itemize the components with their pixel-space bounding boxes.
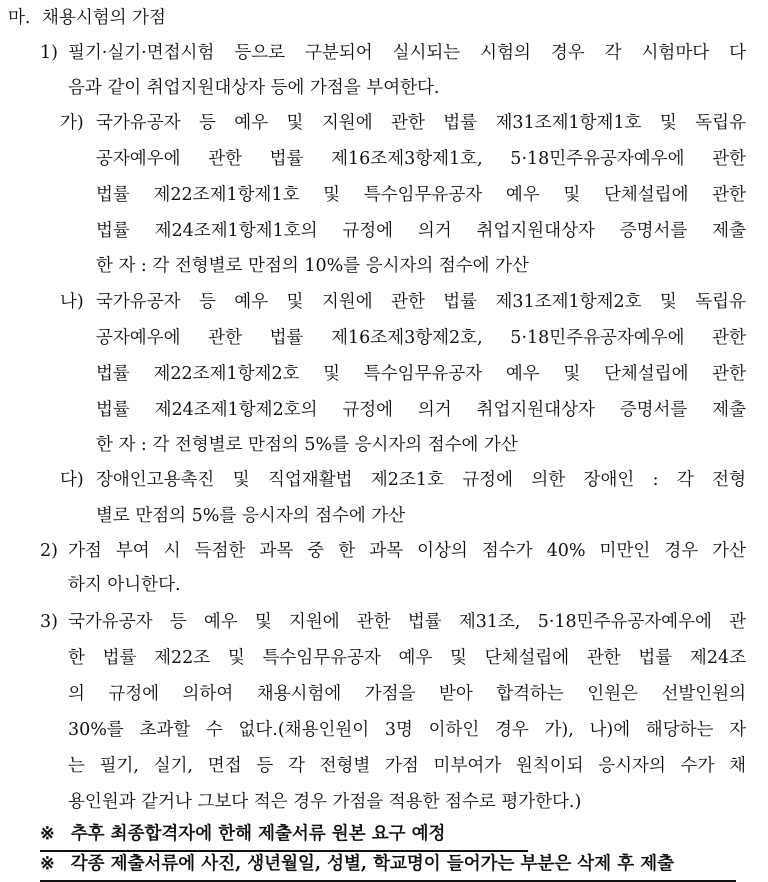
subitem-da-line-1: 장애인고용촉진 및 직업재활법 제2조1호 규정에 의한 장애인 : 각 전형 <box>96 470 746 490</box>
note-2 <box>40 848 736 882</box>
item-3-line-4: 30%를 초과할 수 없다.(채용인원이 3명 이하인 경우 가), 나)에 해당하는 자 <box>68 720 746 740</box>
item-3-line-6: 용인원과 같거나 그보다 적은 경우 가점을 적용한 점수로 평가한다.) <box>68 792 582 812</box>
section-heading <box>8 1 166 35</box>
item-3-marker: 3) <box>40 612 58 632</box>
item-1-line-1: 필기·실기·면접시험 등으로 구분되어 실시되는 시험의 경우 각 시험마다 다 <box>68 43 746 63</box>
subitem-ga-line-4: 법률 제24조제1항제1호의 규정에 의거 취업지원대상자 증명서를 제출 <box>96 221 746 241</box>
note-symbol: ※ <box>40 854 55 874</box>
item-3-line-2: 한 법률 제22조 및 특수임무유공자 예우 및 단체설립에 관한 법률 제24조 <box>68 648 746 668</box>
subitem-ga-marker: 가) <box>60 113 84 133</box>
item-1-marker: 1) <box>40 43 58 63</box>
subitem-na-marker: 나) <box>60 292 84 312</box>
item-2-line-1: 가점 부여 시 득점한 과목 중 한 과목 이상의 점수가 40% 미만인 경우 가산 <box>68 541 746 561</box>
section-title: 채용시험의 가점 <box>42 8 166 28</box>
item-2-marker: 2) <box>40 541 58 561</box>
item-3-line-1: 국가유공자 등 예우 및 지원에 관한 법률 제31조, 5·18민주유공자예우에 관 <box>68 612 746 632</box>
subitem-na-line-3: 법률 제22조제1항제2호 및 특수임무유공자 예우 및 단체설립에 관한 <box>96 364 746 384</box>
subitem-na-line-1: 국가유공자 등 예우 및 지원에 관한 법률 제31조제1항제2호 및 독립유 <box>96 292 746 312</box>
subitem-ga-line-3: 법률 제22조제1항제1호 및 특수임무유공자 예우 및 단체설립에 관한 <box>96 185 746 205</box>
note-symbol: ※ <box>40 824 55 844</box>
subitem-na-line-4: 법률 제24조제1항제2호의 규정에 의거 취업지원대상자 증명서를 제출 <box>96 400 746 420</box>
subitem-da-line-2: 별로 만점의 5%를 응시자의 점수에 가산 <box>96 506 406 526</box>
item-1-line-2: 음과 같이 취업지원대상자 등에 가점을 부여한다. <box>68 78 440 98</box>
note-text: 추후 최종합격자에 한해 제출서류 원본 요구 예정 <box>70 824 446 844</box>
note-text: 각종 제출서류에 사진, 생년월일, 성별, 학교명이 들어가는 부분은 삭제 후 제출 <box>70 854 675 874</box>
section-marker: 마. <box>8 8 31 28</box>
note-1 <box>40 818 528 852</box>
subitem-ga-line-2: 공자예우에 관한 법률 제16조제3항제1호, 5·18민주유공자예우에 관한 <box>96 149 746 169</box>
item-2-line-2: 하지 아니한다. <box>68 575 181 595</box>
subitem-na-line-5: 한 자 : 각 전형별로 만점의 5%를 응시자의 점수에 가산 <box>96 435 518 455</box>
subitem-ga-line-5: 한 자 : 각 전형별로 만점의 10%를 응시자의 점수에 가산 <box>96 256 529 276</box>
item-3-line-5: 는 필기, 실기, 면접 등 각 전형별 가점 미부여가 원칙이되 응시자의 수가 채 <box>68 756 746 776</box>
item-3-line-3: 의 규정에 의하여 채용시험에 가점을 받아 합격하는 인원은 선발인원의 <box>68 684 746 704</box>
subitem-ga-line-1: 국가유공자 등 예우 및 지원에 관한 법률 제31조제1항제1호 및 독립유 <box>96 113 746 133</box>
subitem-da-marker: 다) <box>60 470 84 490</box>
subitem-na-line-2: 공자예우에 관한 법률 제16조제3항제2호, 5·18민주유공자예우에 관한 <box>96 328 746 348</box>
